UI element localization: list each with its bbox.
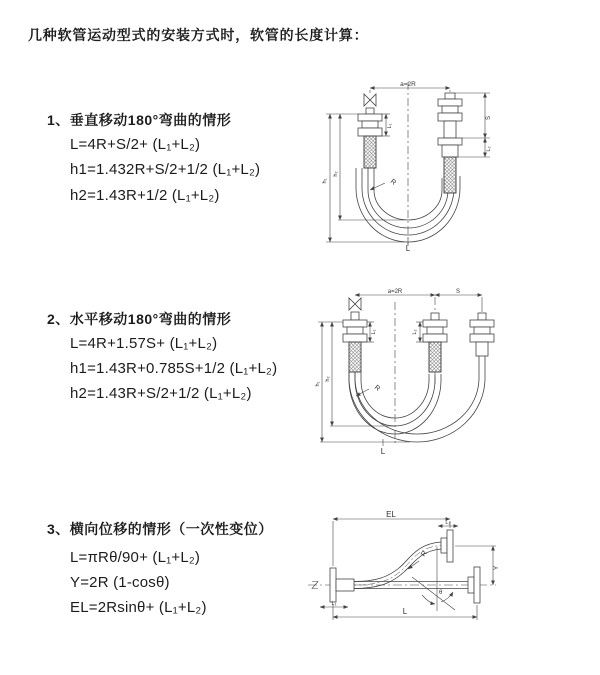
length-label: L bbox=[402, 607, 408, 616]
dim-label-s: S bbox=[486, 115, 492, 121]
section2-formula-L: L=4R+1.57S+ (L₁+L₂) bbox=[70, 335, 218, 352]
dim-label-s: S bbox=[455, 289, 461, 295]
theta-label: θ bbox=[439, 590, 443, 596]
radius-label: R bbox=[420, 549, 429, 559]
section2-formula-h1: h1=1.43R+0.785S+1/2 (L₁+L₂) bbox=[70, 360, 278, 377]
left-flange-fitting bbox=[343, 298, 367, 372]
middle-flange-fitting bbox=[423, 313, 447, 372]
dim-label-y: Y bbox=[493, 565, 500, 571]
section1-formula-h2: h2=1.43R+1/2 (L₁+L₂) bbox=[70, 187, 220, 204]
dim-label-h1: h₁ bbox=[322, 178, 328, 184]
hose-arcs bbox=[349, 356, 485, 442]
dim-label-h2: h₂ bbox=[333, 171, 339, 177]
left-flange-fitting bbox=[358, 94, 382, 168]
valve-icon bbox=[364, 94, 376, 106]
right-flange-fitting bbox=[468, 567, 480, 603]
radius-label: R bbox=[372, 384, 382, 393]
dim-label-width: a=2R bbox=[400, 81, 416, 88]
dimension-lines bbox=[320, 519, 496, 620]
section2-formula-h2: h2=1.43R+S/2+1/2 (L₁+L₂) bbox=[70, 385, 252, 402]
radius-label: R bbox=[388, 178, 398, 187]
braided-hose-section bbox=[444, 157, 456, 193]
dim-label-l1: L₁ bbox=[387, 123, 393, 129]
length-label: L bbox=[380, 447, 386, 456]
section3-formula-Y: Y=2R (1-cosθ) bbox=[70, 574, 170, 591]
braided-hose-section bbox=[429, 342, 441, 372]
right-flange-fitting bbox=[470, 313, 494, 356]
section3-formula-L: L=πRθ/90+ (L₁+L₂) bbox=[70, 549, 201, 566]
valve-icon bbox=[349, 298, 361, 310]
dim-label-l2: L₂ bbox=[445, 520, 451, 526]
section3-formula-EL: EL=2Rsinθ+ (L₁+L₂) bbox=[70, 599, 207, 616]
diagram-lateral-displacement bbox=[300, 507, 505, 637]
dim-label-l2: L₂ bbox=[412, 329, 418, 335]
dim-label-l1: L₁ bbox=[331, 601, 337, 607]
left-flange-fitting bbox=[330, 568, 354, 602]
dim-label-l1: L₁ bbox=[371, 329, 377, 335]
dim-label-width: a=2R bbox=[387, 289, 403, 295]
upper-flange-fitting bbox=[441, 530, 453, 562]
length-label: L bbox=[405, 244, 411, 253]
section1-formula-h1: h1=1.432R+S/2+1/2 (L₁+L₂) bbox=[70, 161, 261, 178]
section1-formula-L: L=4R+S/2+ (L₁+L₂) bbox=[70, 136, 201, 153]
diagram1-labels bbox=[322, 81, 492, 253]
braided-hose-section bbox=[349, 342, 361, 372]
dim-label-l2: L₂ bbox=[486, 146, 492, 152]
dimension-lines bbox=[318, 295, 482, 446]
section3-heading: 3、横向位移的情形（一次性变位） bbox=[47, 521, 273, 537]
diagram-vertical-180-bend bbox=[312, 76, 502, 252]
dim-label-el: EL bbox=[386, 510, 396, 519]
braided-hose-section bbox=[364, 136, 376, 168]
dim-label-h2: h₂ bbox=[325, 376, 331, 382]
page-title: 几种软管运动型式的安装方式时，软管的长度计算： bbox=[28, 27, 369, 43]
diagram-horizontal-180-bend bbox=[310, 284, 508, 456]
section1-heading: 1、垂直移动180°弯曲的情形 bbox=[47, 112, 232, 128]
section2-heading: 2、水平移动180°弯曲的情形 bbox=[47, 311, 232, 327]
dim-label-h1: h₁ bbox=[315, 381, 321, 387]
